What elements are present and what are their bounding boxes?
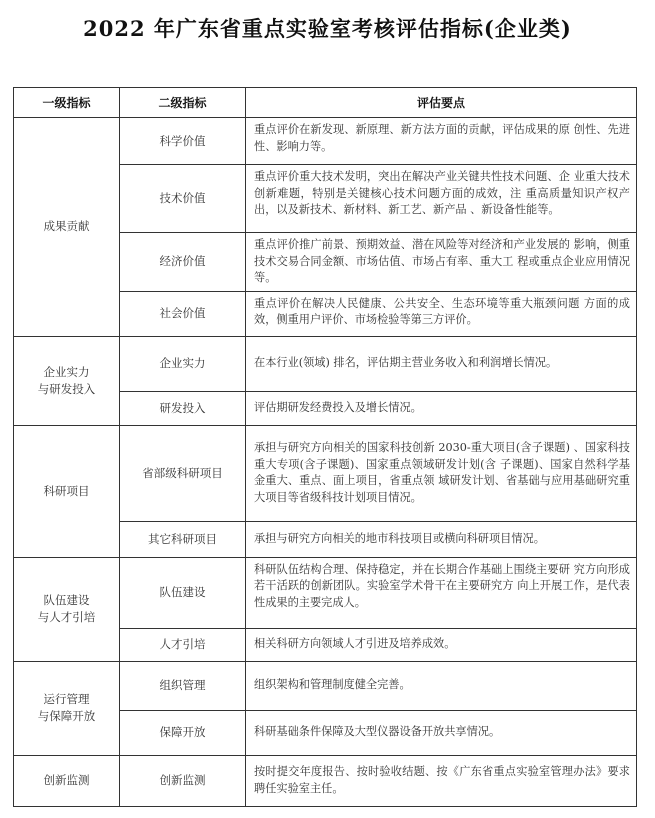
level1-line2: 与保障开放 [37, 709, 96, 723]
level1-line1: 企业实力 [43, 364, 90, 379]
points-cell: 重点评价推广前景、预期效益、潜在风险等对经济和产业发展的 影响，侧重技术交易合同金额、市场估值、市场占有率、重大工 程或重点企业应用情况等。 [246, 233, 637, 292]
level2-cell: 其它科研项目 [120, 521, 246, 557]
level1-label [38, 691, 96, 725]
level1-cell [14, 336, 120, 425]
table-row [14, 425, 637, 521]
points-cell: 组织架构和管理制度健全完善。 [246, 661, 637, 710]
level2-cell: 创新监测 [120, 755, 246, 806]
level2-cell: 社会价值 [120, 291, 246, 336]
points-cell: 在本行业(领域) 排名，评估期主营业务收入和利润增长情况。 [246, 336, 637, 391]
level2-cell: 省部级科研项目 [120, 425, 246, 521]
points-cell: 科研队伍结构合理、保持稳定，并在长期合作基础上围绕主要研 究方向形成若干活跃的创新团队。实验室学术骨干在主要研究方 向上开展工作，是代表性成果的主要完成人。 [246, 557, 637, 628]
points-cell: 评估期研发经费投入及增长情况。 [246, 391, 637, 425]
level1-cell: 创新监测 [14, 755, 120, 806]
header-level1: 一级指标 [14, 88, 120, 118]
level2-cell: 企业实力 [120, 336, 246, 391]
level2-cell: 人才引培 [120, 628, 246, 661]
level1-cell: 成果贡献 [14, 118, 120, 337]
header-level2: 二级指标 [120, 88, 246, 118]
points-cell: 重点评价在新发现、新原理、新方法方面的贡献，评估成果的原 创性、先进性、影响力等。 [246, 118, 637, 165]
level1-line1: 队伍建设 [43, 593, 90, 607]
points-cell: 重点评价在解决人民健康、公共安全、生态环境等重大瓶颈问题 方面的成效，侧重用户评价、市场检验等第三方评价。 [246, 291, 637, 336]
points-cell: 相关科研方向领域人才引进及培养成效。 [246, 628, 637, 661]
table-row [14, 336, 637, 391]
level1-cell [14, 661, 120, 755]
level1-label [38, 364, 96, 398]
header-points: 评估要点 [246, 88, 637, 118]
points-cell: 科研基础条件保障及大型仪器设备开放共享情况。 [246, 710, 637, 755]
level1-cell [14, 557, 120, 661]
table-row [14, 118, 637, 165]
level1-line1: 运行管理 [43, 692, 90, 706]
level1-line2: 与研发投入 [37, 381, 96, 396]
level2-cell: 技术价值 [120, 165, 246, 233]
table-row [14, 755, 637, 806]
table-row [14, 661, 637, 710]
evaluation-index-table [13, 87, 637, 807]
points-cell: 承担与研究方向相关的地市科技项目或横向科研项目情况。 [246, 521, 637, 557]
points-cell: 按时提交年度报告、按时验收结题、按《广东省重点实验室管理办法》要求聘任实验室主任。 [246, 755, 637, 806]
table-header-row [14, 88, 637, 118]
level2-cell: 经济价值 [120, 233, 246, 292]
level2-cell: 组织管理 [120, 661, 246, 710]
table-row [14, 557, 637, 628]
points-cell: 承担与研究方向相关的国家科技创新 2030-重大项目(含子课题) 、国家科技重大专项(含子课题)、国家重点领域研发计划(含 子课题)、国家自然科学基金重大、重点、面上项目，省重点领 域研发计划、省基础与应用基础研究重大项目等省级科技计划项目情况。 [246, 425, 637, 521]
level2-cell: 科学价值 [120, 118, 246, 165]
level1-cell: 科研项目 [14, 425, 120, 557]
level2-cell: 队伍建设 [120, 557, 246, 628]
level2-cell: 研发投入 [120, 391, 246, 425]
level1-label [38, 592, 96, 626]
level1-line2: 与人才引培 [37, 610, 96, 624]
level2-cell: 保障开放 [120, 710, 246, 755]
document-title: 2022 年广东省重点实验室考核评估指标(企业类) [83, 16, 572, 41]
points-cell: 重点评价重大技术发明，突出在解决产业关键共性技术问题、企 业重大技术创新难题，特别是关键核心技术问题方面的成效，注 重高质量知识产权产出，以及新技术、新材料、新工艺、新产品 、新设备性能等。 [246, 165, 637, 233]
